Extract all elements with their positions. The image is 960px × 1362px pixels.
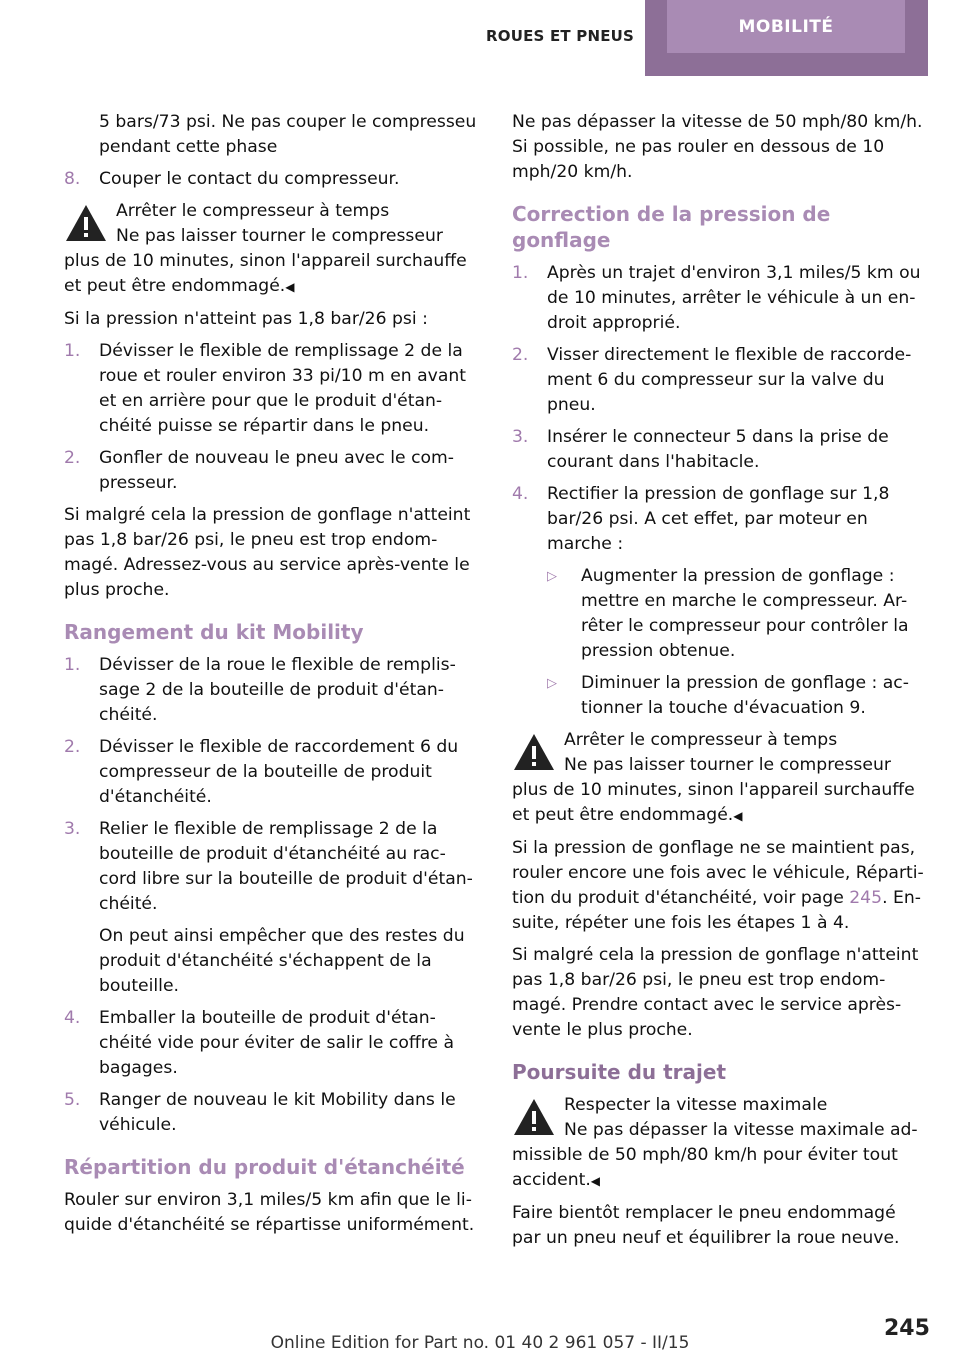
step-text: Relier le flexible de remplissage 2 de la bouteille de produit d'étanchéité au rac-cord libre sur la bouteille de produit d'étan-chéité.: [99, 819, 473, 914]
step-text: Dévisser le flexible de remplissage 2 de la roue et rouler environ 33 pi/10 m en avant et en arrière pour que le produit d'étan-chéité puisse se répartir dans le pneu.: [99, 341, 467, 436]
list3-item-4: [64, 1006, 478, 1081]
step-number: 3.: [64, 819, 81, 839]
chapter-tab-label: MOBILITÉ: [667, 0, 905, 53]
bullet-list: [512, 564, 928, 721]
paragraph: Si malgré cela la pression de gonflage n'atteint pas 1,8 bar/26 psi, le pneu est trop endom-magé. Adressez-vous au service après-vente le plus proche.: [64, 505, 471, 600]
step-8: [64, 167, 478, 192]
warning-body-text: Ne pas laisser tourner le compresseur plus de 10 minutes, sinon l'appareil surchauffe et peut être endommagé.: [64, 226, 467, 296]
warning-title: Arrêter le compresseur à temps: [564, 730, 838, 750]
warning-triangle-icon: [512, 732, 556, 772]
bullet-item-2: [547, 671, 928, 721]
step-text: Ranger de nouveau le kit Mobility dans le véhicule.: [99, 1090, 456, 1135]
step-number: 1.: [512, 263, 529, 283]
step-text: Après un trajet d'environ 3,1 miles/5 km ou de 10 minutes, arrêter le véhicule à un en-droit approprié.: [547, 263, 921, 333]
right-list-item-2: [512, 343, 928, 418]
heading-rangement: Rangement du kit Mobility: [64, 620, 364, 644]
bullet-text: Augmenter la pression de gonflage : mettre en marche le compresseur. Ar-rêter le compresseur pour contrôler la pression obtenue.: [581, 566, 909, 661]
right-column: [512, 110, 928, 1258]
right-list-item-3: [512, 425, 928, 475]
list2-item-1: [64, 653, 478, 728]
right-list-item-1: [512, 261, 928, 336]
list3-item-5: [64, 1088, 478, 1138]
end-mark-icon: ◀: [285, 280, 295, 294]
step-number: 3.: [512, 427, 529, 447]
step-text: Emballer la bouteille de produit d'étan-chéité vide pour éviter de salir le coffre à bagages.: [99, 1008, 454, 1078]
paragraph: Ne pas dépasser la vitesse de 50 mph/80 km/h. Si possible, ne pas rouler en dessous de 10 mph/20 km/h.: [512, 112, 923, 182]
heading-repartition: Répartition du produit d'étanchéité: [64, 1155, 465, 1179]
warning-triangle-icon: [64, 203, 108, 243]
step-number: 2.: [64, 448, 81, 468]
step-text: Rectifier la pression de gonflage sur 1,8 bar/26 psi. A cet effet, par moteur en marche :: [547, 484, 890, 554]
page-reference-link[interactable]: 245: [849, 888, 883, 908]
warning-box-1: [64, 199, 478, 300]
paragraph: Rouler sur environ 3,1 miles/5 km afin que le li-quide d'étanchéité se répartisse uniformément.: [64, 1190, 475, 1235]
warning-box-3: [512, 1093, 928, 1194]
step-number: 2.: [64, 737, 81, 757]
step-number: 4.: [512, 484, 529, 504]
paragraph-text: . En-suite, répéter une fois les étapes 1 à 4.: [512, 888, 921, 933]
paragraph: Faire bientôt remplacer le pneu endommagé par un pneu neuf et équilibrer la roue neuve.: [512, 1203, 900, 1248]
end-mark-icon: ◀: [590, 1174, 601, 1188]
step-number: 4.: [64, 1008, 81, 1028]
warning-body: [64, 226, 467, 296]
chapter-tab[interactable]: [645, 0, 928, 76]
step-number: 1.: [64, 341, 81, 361]
warning-triangle-icon: [512, 1097, 556, 1137]
right-list-item-4: [512, 482, 928, 557]
continued-step-text: 5 bars/73 psi. Ne pas couper le compresseu pendant cette phase: [99, 112, 477, 157]
bullet-item-1: [547, 564, 928, 664]
bullet-text: Diminuer la pression de gonflage : ac-tionner la touche d'évacuation 9.: [581, 673, 909, 718]
step-continuation: On peut ainsi empêcher que des restes du produit d'étanchéité s'échappent de la bouteille.: [99, 926, 465, 996]
warning-body: [512, 1120, 918, 1190]
warning-body: [512, 755, 915, 825]
step-text: Dévisser de la roue le flexible de remplis-sage 2 de la bouteille de produit d'étan-chéité.: [99, 655, 456, 725]
triangle-bullet-icon: ▷: [547, 676, 557, 691]
warning-title: Arrêter le compresseur à temps: [116, 201, 390, 221]
list1-item-2: [64, 446, 478, 496]
step-text: Insérer le connecteur 5 dans la prise de courant dans l'habitacle.: [547, 427, 889, 472]
step-text: Visser directement le flexible de raccorde-ment 6 du compresseur sur la valve du pneu.: [547, 345, 912, 415]
warning-body-text: Ne pas dépasser la vitesse maximale ad-missible de 50 mph/80 km/h pour éviter tout accident.: [512, 1120, 918, 1190]
paragraph: Si la pression n'atteint pas 1,8 bar/26 psi :: [64, 309, 428, 329]
paragraph-text: Si la pression de gonflage ne se maintient pas, rouler encore une fois avec le véhicule, Réparti-tion du produit d'étanchéité, voir page: [512, 838, 924, 908]
paragraph-with-link: [512, 836, 928, 936]
step-number: 8.: [64, 169, 81, 189]
page-number: 245: [884, 1316, 930, 1341]
heading-poursuite: Poursuite du trajet: [512, 1060, 727, 1084]
footer-edition: Online Edition for Part no. 01 40 2 961 057 - II/15: [270, 1333, 690, 1353]
step-text: Dévisser le flexible de raccordement 6 du compresseur de la bouteille de produit d'étanchéité.: [99, 737, 459, 807]
paragraph: Si malgré cela la pression de gonflage n'atteint pas 1,8 bar/26 psi, le pneu est trop endom-magé. Prendre contact avec le service après-vente le plus proche.: [512, 945, 919, 1040]
list2-item-2: [64, 735, 478, 810]
step-text: Gonfler de nouveau le pneu avec le com-presseur.: [99, 448, 455, 493]
warning-body-text: Ne pas laisser tourner le compresseur plus de 10 minutes, sinon l'appareil surchauffe et peut être endommagé.: [512, 755, 915, 825]
list2-item-3: [64, 817, 478, 917]
step-number: 2.: [512, 345, 529, 365]
triangle-bullet-icon: ▷: [547, 569, 557, 584]
step-text: Couper le contact du compresseur.: [99, 169, 400, 189]
end-mark-icon: ◀: [733, 809, 743, 823]
left-column: [64, 110, 478, 1245]
list1-item-1: [64, 339, 478, 439]
step-number: 5.: [64, 1090, 81, 1110]
step-number: 1.: [64, 655, 81, 675]
warning-box-2: [512, 728, 928, 829]
section-title: ROUES ET PNEUS: [486, 27, 635, 45]
warning-title: Respecter la vitesse maximale: [564, 1095, 828, 1115]
heading-correction: Correction de la pression de gonflage: [512, 202, 831, 252]
